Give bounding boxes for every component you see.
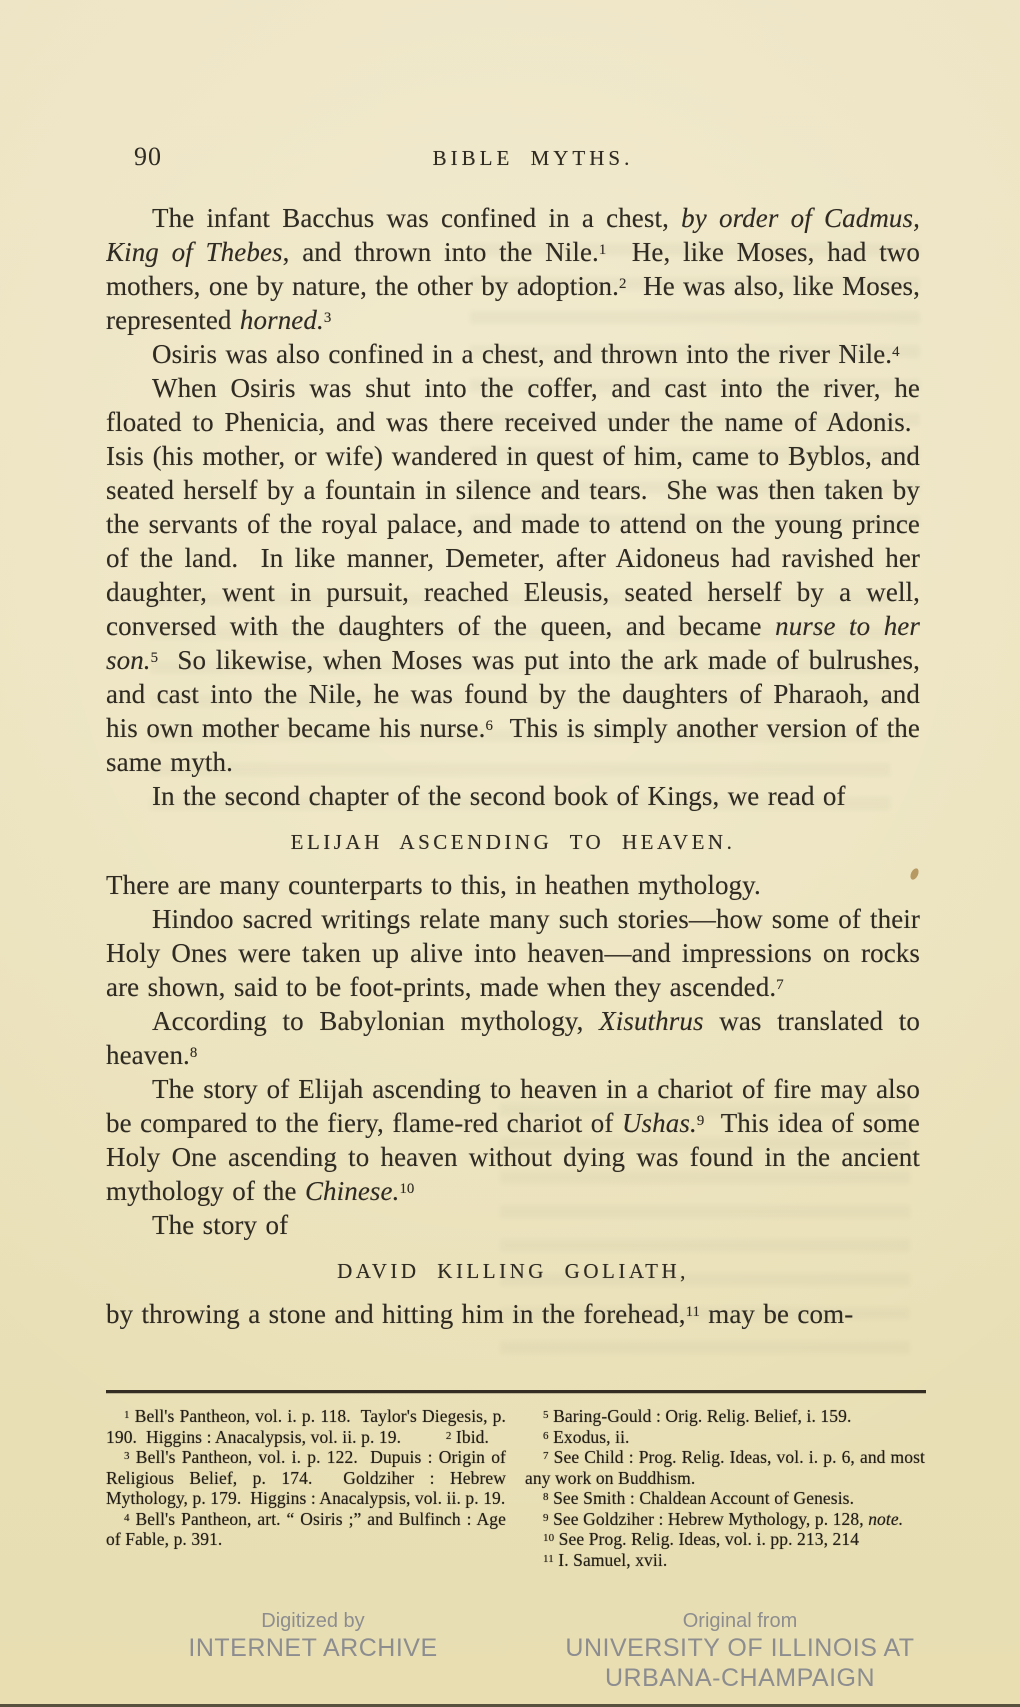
- footnote: $^6$ Exodus, ii.: [543, 1426, 630, 1447]
- paragraph: There are many counterparts to this, in heathen mythology.: [106, 870, 761, 900]
- paragraph: The infant Bacchus was confined in a chest, by order of Cadmus, King of Thebes, and thrown into the Nile.$^1$ He, like Moses, had two mothers, one by nature, the other by adoption.$^2$ He was also, like Moses, represented horned.$^3$: [106, 203, 920, 335]
- paragraph: According to Babylonian mythology, Xisuthrus was translated to heaven.$^8$: [106, 1006, 920, 1070]
- footnote: $^1$ Bell's Pantheon, vol. i. p. 118. Taylor's Diegesis, p. 190. Higgins : Anacalypsis, vol. ii. p. 19. $^2$ Ibid.: [106, 1406, 506, 1447]
- paragraph: Hindoo sacred writings relate many such stories—how some of their Holy Ones were taken up alive into heaven—and impressions on rocks are shown, said to be foot-prints, made when they ascended.$^7$: [106, 904, 920, 1002]
- running-title: BIBLE MYTHS.: [432, 146, 634, 170]
- footnote: $^8$ See Smith : Chaldean Account of Genesis.: [543, 1488, 855, 1508]
- footnote: $^{11}$ I. Samuel, xvii.: [543, 1549, 668, 1570]
- paragraph: The story of Elijah ascending to heaven in a chariot of fire may also be compared to the fiery, flame-red chariot of Ushas.$^9$ This idea of some Holy One ascending to heaven without dying was found in the ancient mythology of the Chinese.$^{10}$: [106, 1074, 920, 1206]
- footnote: $^4$ Bell's Pantheon, art. “ Osiris ;” and Bulfinch : Age of Fable, p. 391.: [106, 1508, 506, 1549]
- footnote-rule: [106, 1390, 926, 1393]
- university-label-line2: URBANA-CHAMPAIGN: [604, 1664, 876, 1692]
- footnote: $^3$ Bell's Pantheon, vol. i. p. 122. Dupuis : Origin of Religious Belief, p. 174. Goldziher : Hebrew Mythology, p. 179. Higgins : Anacalypsis, vol. ii. p. 19.: [106, 1447, 506, 1508]
- paragraph: by throwing a stone and hitting him in the forehead,$^{11}$ may be com-: [106, 1299, 854, 1329]
- page-header: [106, 142, 920, 174]
- footnotes-right: [525, 1406, 925, 1570]
- internet-archive-label: INTERNET ARCHIVE: [188, 1634, 438, 1662]
- footnotes: [106, 1406, 926, 1570]
- university-label-line1: UNIVERSITY OF ILLINOIS AT: [565, 1634, 915, 1662]
- section-heading: DAVID KILLING GOLIATH,: [337, 1259, 689, 1283]
- footnote: $^{10}$ See Prog. Relig. Ideas, vol. i. pp. 213, 214: [543, 1529, 860, 1549]
- paragraph: Osiris was also confined in a chest, and thrown into the river Nile.$^4$: [152, 339, 900, 369]
- page-content: [106, 142, 920, 1331]
- body-flow: [106, 201, 920, 1331]
- footnote-section: [106, 1390, 926, 1570]
- digitized-by-label: Digitized by: [261, 1610, 365, 1632]
- footnotes-left: [106, 1406, 506, 1570]
- paragraph: The story of: [152, 1210, 289, 1240]
- digitized-by-stamp: [148, 1609, 478, 1663]
- footnote: $^7$ See Child : Prog. Relig. Ideas, vol. i. p. 6, and most any work on Buddhism.: [525, 1447, 925, 1488]
- section-heading: ELIJAH ASCENDING TO HEAVEN.: [290, 830, 736, 854]
- original-from-label: Original from: [682, 1610, 798, 1632]
- page-number: 90: [134, 142, 162, 171]
- paragraph: When Osiris was shut into the coffer, and cast into the river, he floated to Phenicia, and was there received under the name of Adonis. Isis (his mother, or wife) wandered in quest of him, came to Byblos, and seated herself by a fountain in silence and tears. She was then taken by the servants of the royal palace, and made to attend on the young prince of the land. In like manner, Demeter, after Aidoneus had ravished her daughter, went in pursuit, reached Eleusis, seated herself by a well, conversed with the daughters of the queen, and became nurse to her son.$^5$ So likewise, when Moses was put into the ark made of bulrushes, and cast into the Nile, he was found by the daughters of Pharaoh, and his own mother became his nurse.$^6$ This is simply another version of the same myth.: [106, 373, 920, 777]
- original-from-stamp: [565, 1609, 915, 1693]
- footnote: $^5$ Baring-Gould : Orig. Relig. Belief, i. 159.: [543, 1406, 852, 1426]
- footnote: $^9$ See Goldziher : Hebrew Mythology, p. 128, note.: [543, 1508, 904, 1529]
- paragraph: In the second chapter of the second book of Kings, we read of: [152, 781, 846, 811]
